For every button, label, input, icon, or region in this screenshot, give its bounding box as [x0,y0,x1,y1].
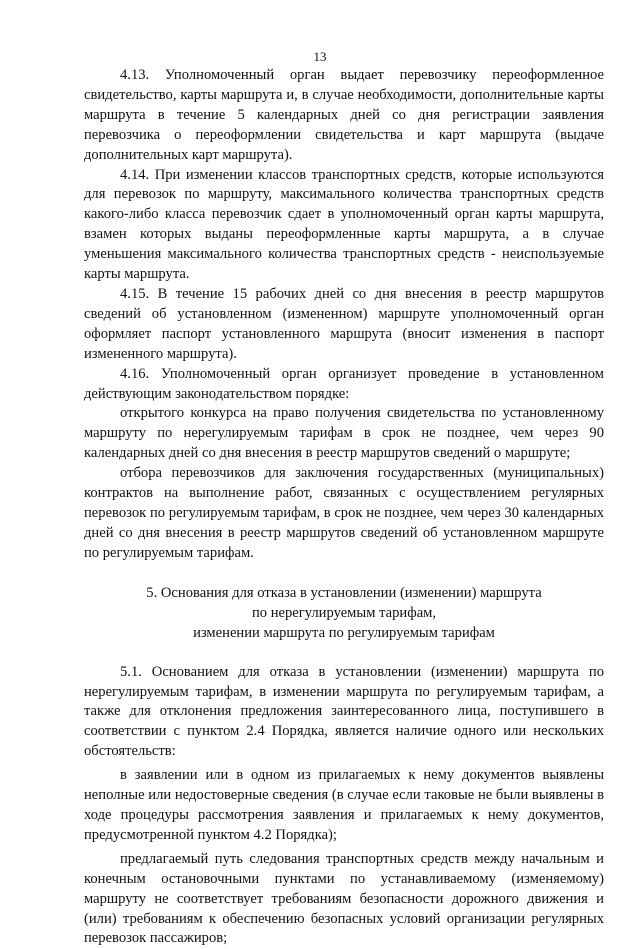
paragraph-4-15: 4.15. В течение 15 рабочих дней со дня внесения в реестр маршрутов сведений об установленном (измененном) маршруте уполномоченный орган оформляет паспорт установленного маршрута (вносит изменения в паспорт измененного маршрута). [84,285,604,362]
paragraph-5-1: 5.1. Основанием для отказа в установлении (изменении) маршрута по нерегулируемым тарифам, в изменении маршрута по регулируемым тарифам, а также для отклонения предложения заинтересованного лица, поступившего в соответствии с пунктом 2.4 Порядка, является наличие одного или нескольких обстоятельств: [84,663,604,760]
section-heading-line-2: по нерегулируемым тарифам, [251,604,437,621]
paragraph-4-13: 4.13. Уполномоченный орган выдает перевозчику переоформленное свидетельство, карты маршрута и, в случае необходимости, дополнительные карты маршрута в течение 5 календарных дней со дня регистрации заявления перевозчика о переоформлении свидетельства и карт маршрута (выдаче дополнительных карт маршрута). [84,67,604,163]
document-body [84,66,604,949]
paragraph-incomplete-info: в заявлении или в одном из прилагаемых к нему документов выявлены неполные или недостоверные сведения (в случае если таковые не были выявлены в ходе процедуры рассмотрения заявления и прилагаемых к нему документов, предусмотренной пунктом 4.2 Порядка); [84,767,604,843]
paragraph-carrier-selection: отбора перевозчиков для заключения государственных (муниципальных) контрактов на выполнение работ, связанных с осуществлением регулярных перевозок по регулируемым тарифам, в срок не позднее, чем через 30 календарных дней со дня внесения в реестр маршрутов сведений об установленном маршруте по регулируемым тарифам. [84,465,604,561]
section-heading-line-3: изменении маршрута по регулируемым тарифам [193,624,495,641]
page-number: 13 [313,49,327,64]
paragraph-open-competition: открытого конкурса на право получения свидетельства по установленному маршруту по нерегулируемым тарифам в срок не позднее, чем через 90 календарных дней со дня внесения в реестр маршрутов сведений о маршруте; [84,405,604,462]
paragraph-4-16: 4.16. Уполномоченный орган организует проведение в установленном действующим законодательством порядке: [84,365,604,402]
section-heading-line-1: 5. Основания для отказа в установлении (изменении) маршрута [146,584,542,601]
paragraph-4-14: 4.14. При изменении классов транспортных средств, которые используются для перевозок по маршруту, максимального количества транспортных средств какого-либо класса перевозчик сдает в уполномоченный орган карты маршрута, взамен которых выданы переоформленные карты маршрута, а в случае уменьшения максимального количества транспортных средств - неиспользуемые карты маршрута. [84,166,604,283]
paragraph-route-safety: предлагаемый путь следования транспортных средств между начальным и конечным остановочными пунктами по устанавливаемому (изменяемому) маршруту не соответствует требованиям безопасности дорожного движения и (или) требованиям к обеспечению безопасных условий организации регулярных перевозок пассажиров; [84,850,604,947]
section-5-heading [84,583,604,643]
